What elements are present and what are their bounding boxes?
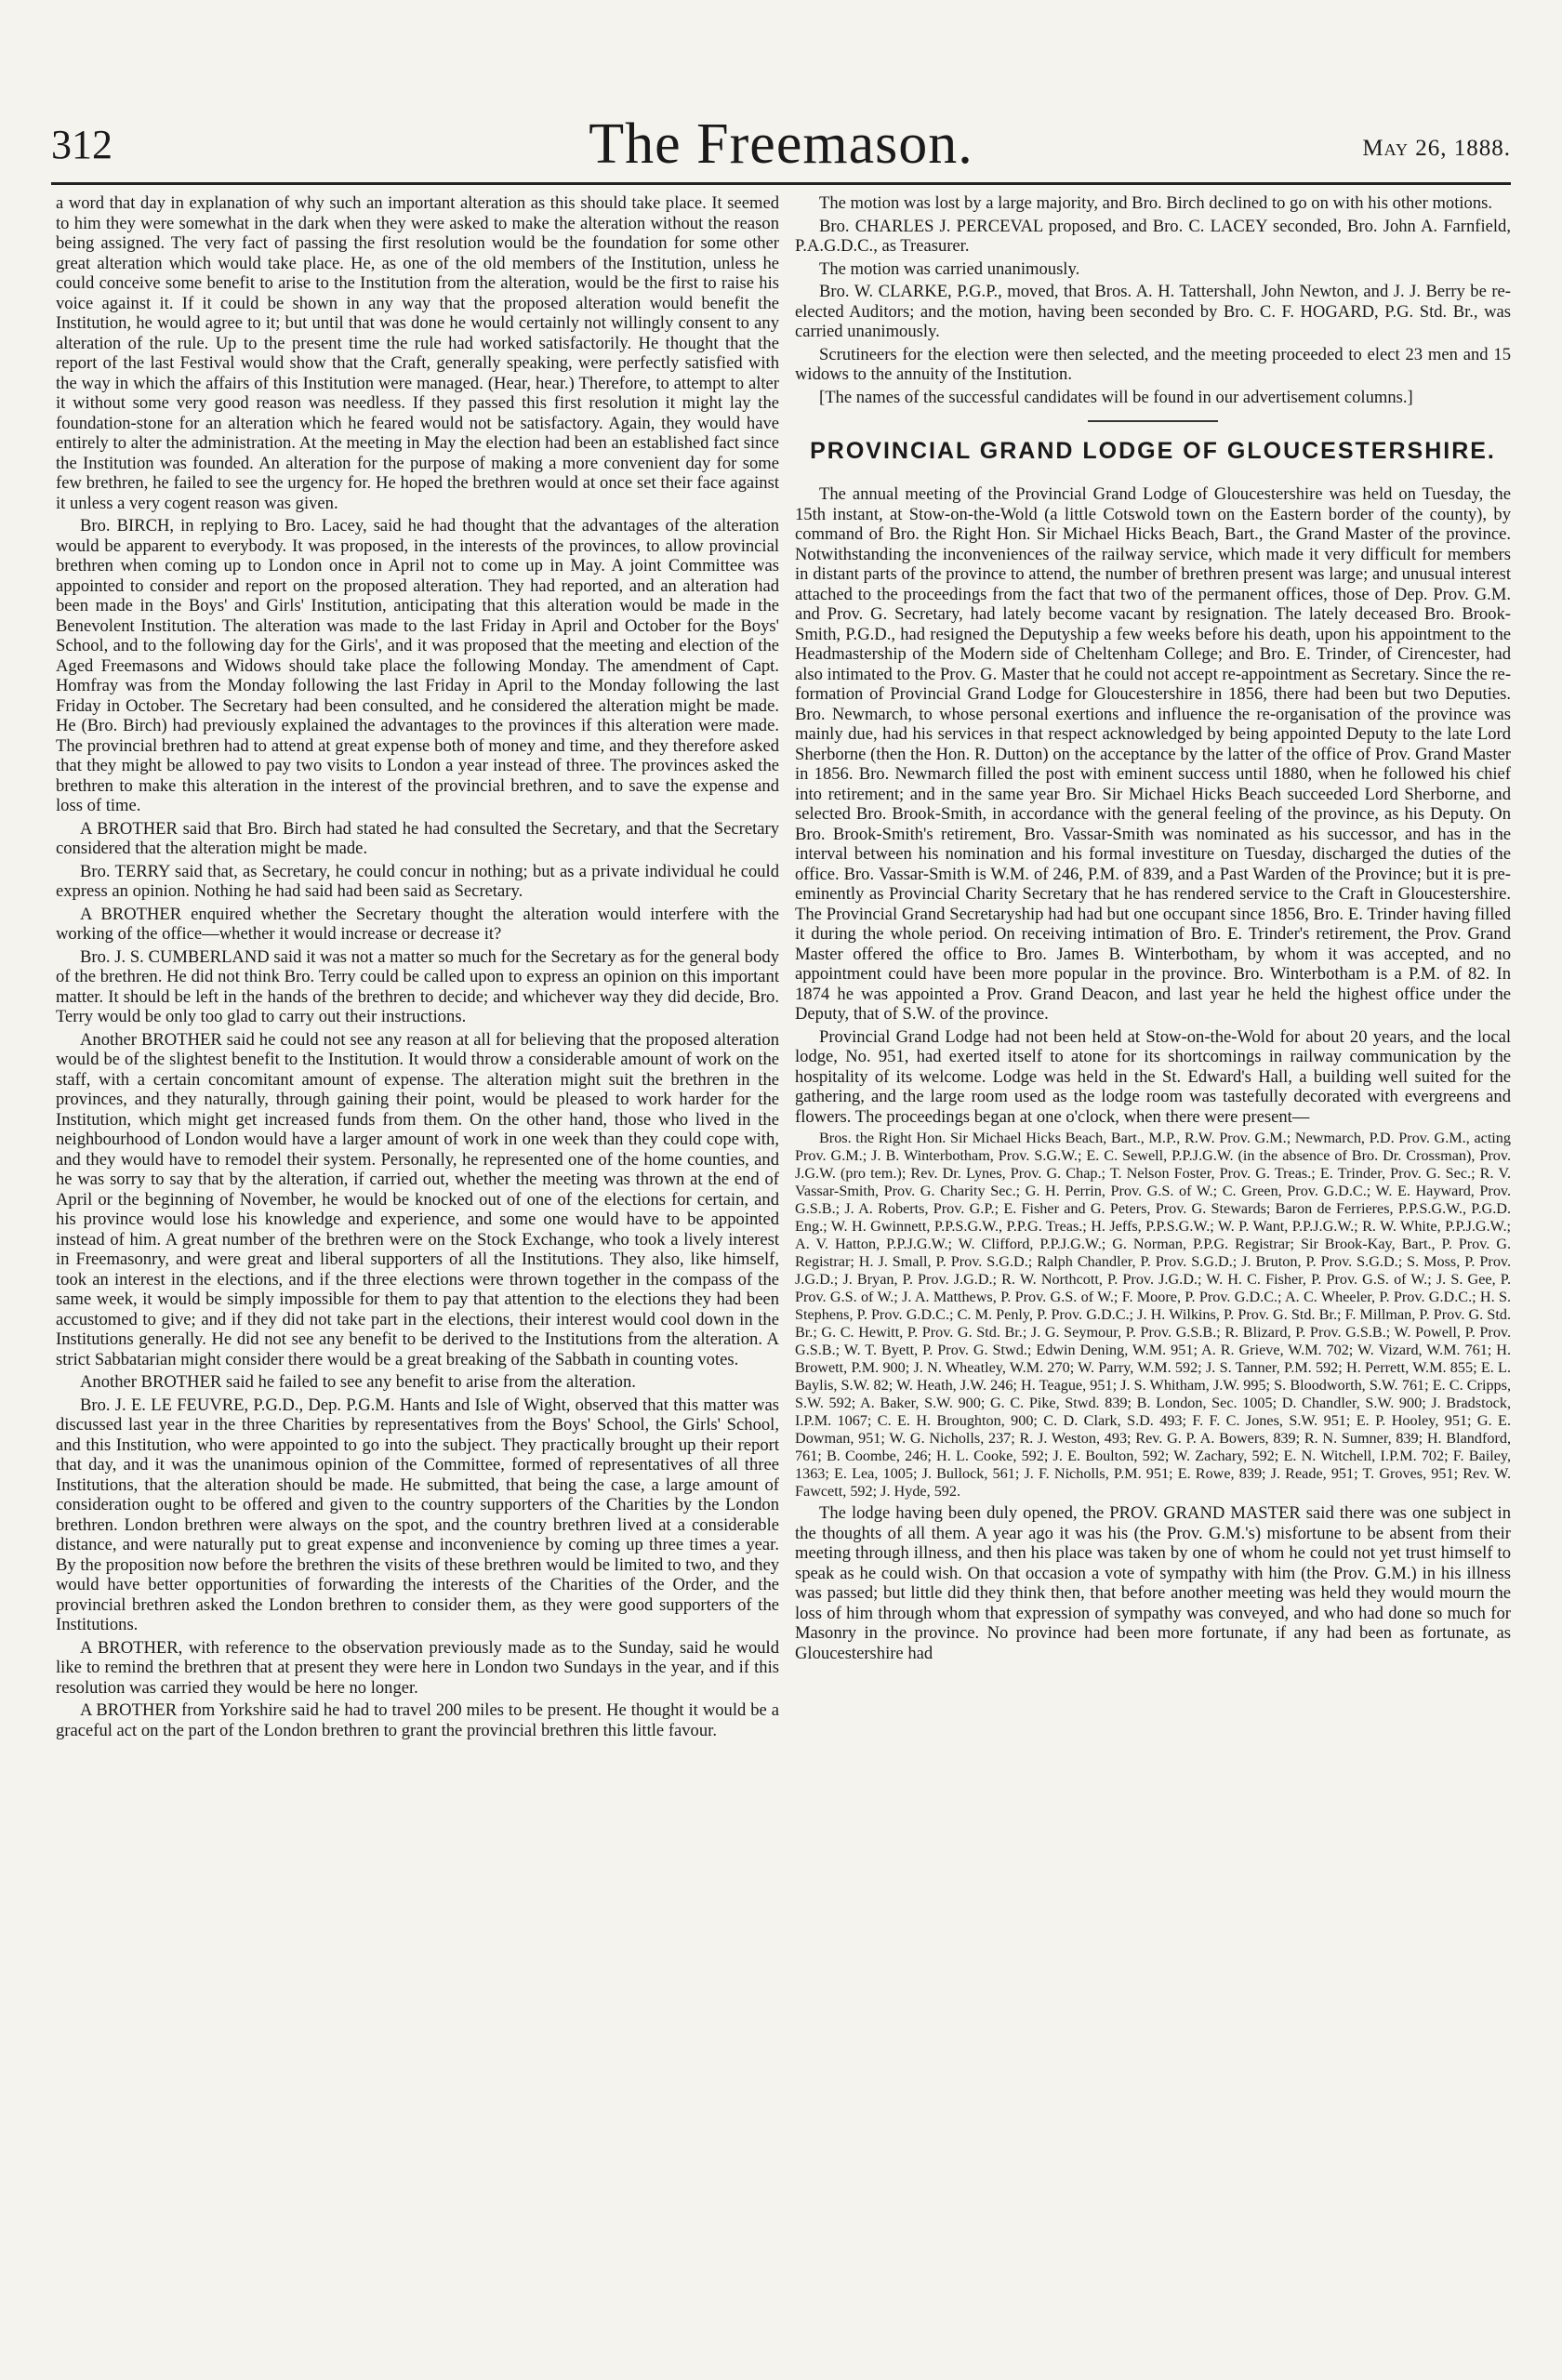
article-paragraph: The annual meeting of the Provincial Grand Lodge of Gloucestershire was held on Tuesday, the 15th instant, at Stow-on-the-Wold (a little Cotswold town on the Eastern border of the county), by command of Bro. the Right Hon. Sir Michael Hicks Beach, Bart., the Grand Master of the province. Notwithstanding the inconveniences of the railway service, which made it very difficult for members in distant parts of the province to attend, the number of brethren present was large; and unusual interest attached to the proceedings from the fact that two of the permanent offices, those of Dep. Prov. G.M. and Prov. G. Secretary, had lately become vacant by resignation. The lately deceased Bro. Brook-Smith, P.G.D., had resigned the Deputyship a few weeks before his death, upon his appointment to the Headmastership of the Modern side of Cheltenham College; and Bro. E. Trinder, of Cirencester, had also intimated to the Prov. G. Master that he could not accept re-appointment as Secretary. Since the re-formation of Provincial Grand Lodge for Gloucestershire in 1856, there had been but two Deputies. Bro. Newmarch, to whose personal exertions and influence the re-organisation of the province was mainly due, had his services in that respect acknowledged by being appointed Deputy to the late Lord Sherborne (then the Hon. R. Dutton) on the acceptance by the latter of the office of Prov. Grand Master in 1856. Bro. Newmarch filled the post with eminent success until 1880, when he followed his chief into retirement; and in the same year Bro. Sir Michael Hicks Beach succeeded Lord Sherborne, and selected Bro. Brook-Smith, in accordance with the general feeling of the province, as his Deputy. On Bro. Brook-Smith's retirement, Bro. Vassar-Smith was nominated as his successor, and has in the interval between his nomination and his formal investiture on Tuesday, discharged the duties of the office. Bro. Vassar-Smith is W.M. of 246, P.M. of 839, and a Past Warden of the Province; but it is pre-eminently as Provincial Charity Secretary that he has rendered service to the Craft in Gloucestershire. The Provincial Grand Secretaryship had had but one occupant since 1856, Bro. E. Trinder having filled it during the whole period. On receiving intimation of Bro. E. Trinder's retirement, the Prov. Grand Master offered the office to Bro. James B. Winterbotham, by whom it was accepted, and no appointment could have been more popular in the province. Bro. Winterbotham is a P.M. of 82. In 1874 he was appointed a Prov. Grand Deacon, and last year he held the highest office under the Deputy, that of S.W. of the province. [795, 484, 1511, 1024]
article-paragraph: The motion was lost by a large majority, and Bro. Birch declined to go on with his other motions. [819, 193, 1493, 213]
left-column [56, 193, 779, 2355]
section-title: PROVINCIAL GRAND LODGE OF GLOUCESTERSHIRE. [810, 438, 1496, 464]
article-paragraph: The lodge having been duly opened, the PROV. GRAND MASTER said there was one subject in the thoughts of all them. A year ago it was his (the Prov. G.M.'s) misfortune to be absent from their meeting through illness, and then his place was taken by one of whom he could not yet trust himself to speak as he could wish. On that occasion a vote of sympathy with him (the Prov. G.M.) in his illness was passed; but little did they think then, that before another meeting was held they would mourn the loss of him through whom that expression of sympathy was conveyed, and who had done so much for Masonry in the province. No province had been more fortunate, if any had been as fortunate, as Gloucestershire had [795, 1503, 1511, 1663]
article-paragraph: Bro. J. E. LE FEUVRE, P.G.D., Dep. P.G.M. Hants and Isle of Wight, observed that this matter was discussed last year in the three Charities by representatives from the Boys' School, the Girls' School, and this Institution, who were appointed to go into the subject. They practically brought up their report that day, and it was the unanimous opinion of the Committee, formed of representatives of all three Institutions, that the alteration should be made. He submitted, that being the case, a large amount of consideration ought to be offered and given to the country supporters of the Charities by the London brethren. London brethren were always on the spot, and the country brethren lived at a considerable distance, and were naturally put to great expense and inconvenience by coming up three times a year. By the proposition now before the brethren the visits of these brethren would be limited to two, and they would have better opportunities of forwarding the interests of the Charities of the Order, and the provincial brethren asked the London brethren to consider them, as they were good supporters of the Institutions. [56, 1395, 779, 1634]
article-paragraph: a word that day in explanation of why such an important alteration as this should take place. It seemed to him they were somewhat in the dark when they were asked to make the alteration without the reason being assigned. The very fact of passing the first resolution would be the foundation for some other great alteration which would take place. He, as one of the old members of the Institution, unless he could conceive some benefit to arise to the Institution from the alteration, would be the first to raise his voice against it. If it could be shown in any way that the proposed alteration would benefit the Institution, he would agree to it; but until that was done he would certainly not willingly consent to any alteration of the rule. Up to the present time the rule had worked satisfactorily. He thought that the report of the last Festival would show that the Craft, generally speaking, were perfectly satisfied with the way in which the affairs of this Institution were managed. (Hear, hear.) Therefore, to attempt to alter it without some very good reason was needless. If they passed this first resolution it might lay the foundation-stone for an alteration which he feared would not be satisfactory. Again, they would have entirely to alter the administration. At the meeting in May the election had been an established fact since the Institution was founded. An alteration for the purpose of making a more convenient day for some few brethren, he failed to see the urgency for. He hoped the brethren would at once set their face against it unless a very cogent reason was given. [56, 193, 779, 513]
article-paragraph: Another BROTHER said he failed to see any benefit to arise from the alteration. [80, 1372, 636, 1392]
header-rule [51, 182, 1511, 185]
article-paragraph: Bro. TERRY said that, as Secretary, he could concur in nothing; but as a private individual he could express an opinion. Nothing he had said had been said as Secretary. [56, 861, 779, 901]
article-paragraph: A BROTHER said that Bro. Birch had stated he had consulted the Secretary, and that the Secretary considered that the alteration might be made. [56, 818, 779, 858]
article-paragraph: Provincial Grand Lodge had not been held at Stow-on-the-Wold for about 20 years, and the local lodge, No. 951, had exerted itself to atone for its shortcomings in railway communication by the hospitality of its welcome. Lodge was held in the St. Edward's Hall, a building well suited for the gathering, and the large room used as the lodge room was tastefully decorated with evergreens and flowers. The proceedings began at one o'clock, when there were present— [795, 1026, 1511, 1127]
article-paragraph: [The names of the successful candidates will be found in our advertisement columns.] [819, 387, 1413, 407]
article-paragraph: Another BROTHER said he could not see any reason at all for believing that the proposed alteration would be of the slightest benefit to the Institution. It would throw a considerable amount of work on the staff, with a certain concomitant amount of expense. The alteration might suit the brethren in the provinces, and they naturally, through gaining their point, would be pleased to work harder for the Institution, which might get increased funds from them. On the other hand, those who lived in the neighbourhood of London would have a larger amount of work in one week than they could cope with, and they would have to remodel their system. Personally, he represented one of the home counties, and he was sorry to say that by the alteration, if carried out, whether the meeting was thrown at the end of April or the beginning of November, he would be knocked out of one of the elections for certain, and his province would lose his knowledge and experience, and some one would have to be appointed instead of him. A great number of the brethren were on the Stock Exchange, who took a lively interest in Freemasonry, and were great and liberal supporters of all the Institutions. They also, like himself, took an interest in the elections, and if the three elections were thrown together in the compass of the same week, it would be simply impossible for them to pay that attention to the elections they had been accustomed to give; and if they did not take part in the elections, their interest would cool down in the Institutions generally. He did not see any benefit to be derived to the Institutions from the alteration. A strict Sabbatarian might consider there would be a great breaking of the Sabbath in counting votes. [56, 1029, 779, 1369]
article-paragraph: Bro. BIRCH, in replying to Bro. Lacey, said he had thought that the advantages of the alteration would be apparent to everybody. It was proposed, in the interests of the provinces, to allow provincial brethren when coming up to London once in April not to come up in May. A joint Committee was appointed to consider and report on the proposed alteration. They had reported, and an alteration had been made in the Boys' and Girls' Institution, anticipating that this alteration would be made in the Benevolent Institution. The alteration was made to the last Friday in April and October for the Boys' School, and to the following day for the Girls', and it was proposed that the meeting and election of the Aged Freemasons and Widows should take place the following Monday. The amendment of Capt. Homfray was from the Monday following the last Friday in April to the Monday following the last Friday in October. The Secretary had been consulted, and he considered the alteration might be made. He (Bro. Birch) had previously explained the advantages to the provinces if this alteration were made. The provincial brethren had to attend at great expense both of money and time, and they therefore asked that they might be allowed to pay two visits to London a year instead of three. The provinces asked the brethren to make this alteration in the interest of the provincial brethren, and to save the expense and loss of time. [56, 516, 779, 815]
article-paragraph: Bro. W. CLARKE, P.G.P., moved, that Bros. A. H. Tattershall, John Newton, and J. J. Berry be re-elected Auditors; and the motion, having been seconded by Bro. C. F. HOGARD, P.G. Std. Br., was carried unanimously. [795, 282, 1511, 341]
article-paragraph: Bro. J. S. CUMBERLAND said it was not a matter so much for the Secretary as for the general body of the brethren. He did not think Bro. Terry could be called upon to express an opinion on this important matter. It should be left in the hands of the brethren to decide; and whichever way they did decide, Bro. Terry would be only too glad to carry out their instructions. [56, 946, 779, 1026]
masthead-title: The Freemason. [589, 112, 973, 176]
attendees-list: Bros. the Right Hon. Sir Michael Hicks Beach, Bart., M.P., R.W. Prov. G.M.; Newmarch, P.D. Prov. G.M., acting Prov. G.M.; J. B. Winterbotham, Prov. S.G.W.; E. C. Sewell, P.P.J.G.W. (in the absence of Bro. Dr. Crossman), Prov. J.G.W. (pro tem.); Rev. Dr. Lynes, Prov. G. Chap.; T. Nelson Foster, Prov. G. Treas.; E. Trinder, Prov. G. Sec.; R. V. Vassar-Smith, Prov. G. Charity Sec.; G. H. Perrin, Prov. G.S. of W.; C. Green, Prov. G.D.C.; W. E. Hayward, Prov. G.S.B.; J. A. Roberts, Prov. G.P.; E. Fisher and G. Peters, Prov. G. Stewards; Baron de Ferrieres, P.P.S.G.W., P.G.D. Eng.; W. H. Gwinnett, P.P.S.G.W., P.P.G. Treas.; H. Jeffs, P.P.S.G.W.; W. P. Want, P.P.J.G.W.; R. W. White, P.P.J.G.W.; A. V. Hatton, P.P.J.G.W.; W. Clifford, P.P.J.G.W.; G. Norman, P.P.G. Registrar; Sir Brook-Kay, Bart., P. Prov. G. Registrar; H. J. Small, P. Prov. S.G.D.; Ralph Chandler, P. Prov. S.G.D.; J. Bruton, P. Prov. S.G.D.; S. Moss, P. Prov. J.G.D.; J. Bryan, P. Prov. J.G.D.; R. W. Northcott, P. Prov. J.G.D.; W. H. C. Fisher, P. Prov. G.S. of W.; J. S. Gee, P. Prov. G.S. of W.; J. A. Matthews, P. Prov. G.S. of W.; F. Moore, P. Prov. G.D.C.; A. C. Wheeler, P. Prov. G.D.C.; H. S. Stephens, P. Prov. G.D.C.; C. M. Penly, P. Prov. G.D.C.; J. H. Wilkins, P. Prov. G. Std. Br.; F. Millman, P. Prov. G. Std. Br.; G. C. Hewitt, P. Prov. G. Std. Br.; J. G. Seymour, P. Prov. G.S.B.; R. Blizard, P. Prov. G.S.B.; W. Powell, P. Prov. G.S.B.; W. T. Byett, P. Prov. G. Stwd.; Edwin Dening, W.M. 951; A. R. Grieve, W.M. 702; W. Vizard, W.M. 761; H. Browett, P.M. 900; J. N. Wheatley, W.M. 270; W. Parry, W.M. 592; J. S. Tanner, P.M. 592; H. Perrett, W.M. 855; E. L. Baylis, S.W. 82; W. Heath, J.W. 246; H. Teague, 951; J. S. Whitham, J.W. 995; S. Bloodworth, S.W. 761; E. C. Cripps, S.W. 592; A. Baker, S.W. 900; G. C. Pike, Stwd. 839; B. London, Sec. 1005; D. Chandler, S.W. 900; J. Bradstock, I.P.M. 1067; C. E. H. Broughton, 900; C. D. Clark, S.D. 493; F. F. C. Jones, S.W. 951; E. P. Hooley, 951; G. E. Dowman, 951; W. G. Nicholls, 237; R. J. Weston, 493; Rev. G. P. A. Bowers, 839; R. N. Sumner, 839; H. Blandford, 761; B. Coombe, 246; H. L. Cooke, 592; J. E. Boulton, 592; W. Zachary, 592; E. N. Witchell, I.P.M. 702; F. Bailey, 1363; E. Lea, 1005; J. Bullock, 561; J. F. Nicholls, P.M. 951; E. Rowe, 839; J. Reade, 951; T. Groves, 951; Rev. W. Fawcett, 592; J. Hyde, 592. [795, 1130, 1511, 1500]
page-number: 312 [51, 122, 113, 167]
article-paragraph: A BROTHER, with reference to the observation previously made as to the Sunday, said he would like to remind the brethren that at present they were here in London two Sundays in the year, and if this resolution was carried they would be here no longer. [56, 1637, 779, 1698]
article-paragraph: Scrutineers for the election were then selected, and the meeting proceeded to elect 23 men and 15 widows to the annuity of the Institution. [795, 344, 1511, 384]
article-paragraph: The motion was carried unanimously. [819, 258, 1080, 279]
article-paragraph: A BROTHER from Yorkshire said he had to travel 200 miles to be present. He thought it would be a graceful act on the part of the London brethren to grant the provincial brethren this little favour. [56, 1700, 779, 1740]
section-rule [1088, 420, 1218, 422]
issue-date: May 26, 1888. [1362, 136, 1511, 161]
page-header [51, 112, 1511, 186]
article-paragraph: A BROTHER enquired whether the Secretary thought the alteration would interfere with the working of the office—whether it would increase or decrease it? [56, 904, 779, 944]
right-column [795, 193, 1511, 2355]
article-paragraph: Bro. CHARLES J. PERCEVAL proposed, and Bro. C. LACEY seconded, Bro. John A. Farnfield, P.A.G.D.C., as Treasurer. [795, 216, 1511, 256]
